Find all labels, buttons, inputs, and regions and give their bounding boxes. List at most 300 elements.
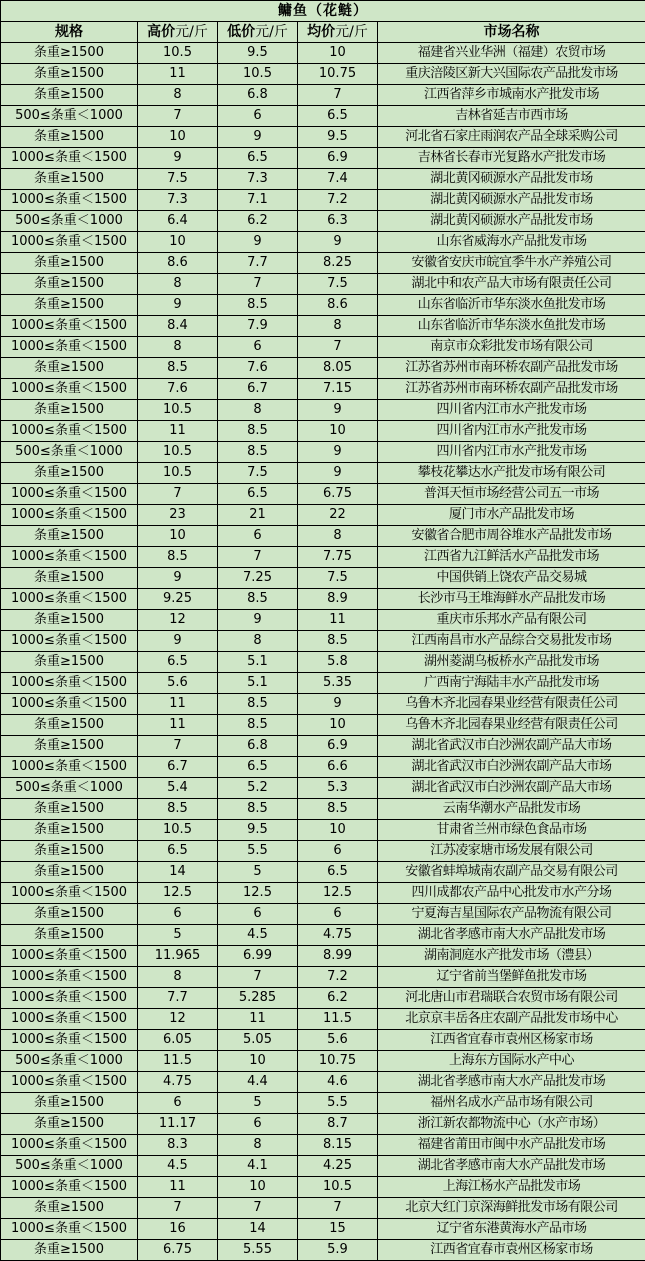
cell-high-price: 10.5 [138, 442, 218, 463]
cell-low-price: 8.5 [218, 589, 298, 610]
table-row [1, 757, 645, 778]
cell-low-price: 21 [218, 505, 298, 526]
cell-avg-price: 5.3 [298, 778, 378, 799]
cell-market-name: 北京京丰岳各庄农副产品批发市场中心 [378, 1009, 645, 1030]
cell-low-price: 9 [218, 127, 298, 148]
cell-high-price: 11 [138, 64, 218, 85]
cell-high-price: 11 [138, 1177, 218, 1198]
table-row [1, 904, 645, 925]
table-row [1, 1219, 645, 1240]
cell-spec: 1000≤条重＜1500 [1, 1030, 138, 1051]
table-row [1, 148, 645, 169]
cell-high-price: 8.5 [138, 358, 218, 379]
cell-low-price: 5.1 [218, 652, 298, 673]
cell-low-price: 5.5 [218, 841, 298, 862]
cell-low-price: 4.1 [218, 1156, 298, 1177]
cell-spec: 500≤条重＜1000 [1, 1051, 138, 1072]
cell-avg-price: 9 [298, 463, 378, 484]
cell-market-name: 湖北省武汉市白沙洲农副产品大市场 [378, 778, 645, 799]
cell-low-price: 9 [218, 610, 298, 631]
table-row [1, 610, 645, 631]
table-row [1, 526, 645, 547]
table-row [1, 589, 645, 610]
cell-spec: 条重≥1500 [1, 253, 138, 274]
cell-high-price: 8 [138, 337, 218, 358]
cell-spec: 1000≤条重＜1500 [1, 547, 138, 568]
cell-low-price: 7.25 [218, 568, 298, 589]
cell-spec: 条重≥1500 [1, 1114, 138, 1135]
table-row [1, 1177, 645, 1198]
table-row [1, 1135, 645, 1156]
cell-high-price: 8.5 [138, 799, 218, 820]
cell-high-price: 9 [138, 295, 218, 316]
cell-spec: 条重≥1500 [1, 925, 138, 946]
cell-market-name: 上海东方国际水产中心 [378, 1051, 645, 1072]
cell-high-price: 11.17 [138, 1114, 218, 1135]
cell-high-price: 16 [138, 1219, 218, 1240]
cell-high-price: 9 [138, 631, 218, 652]
cell-avg-price: 8.5 [298, 799, 378, 820]
cell-low-price: 8.5 [218, 442, 298, 463]
cell-avg-price: 8.25 [298, 253, 378, 274]
cell-low-price: 8.5 [218, 295, 298, 316]
cell-spec: 条重≥1500 [1, 568, 138, 589]
cell-market-name: 河北唐山市君瑞联合农贸市场有限公司 [378, 988, 645, 1009]
cell-avg-price: 9 [298, 694, 378, 715]
cell-spec: 1000≤条重＜1500 [1, 967, 138, 988]
cell-avg-price: 6.75 [298, 484, 378, 505]
table-row [1, 547, 645, 568]
cell-low-price: 7.5 [218, 463, 298, 484]
cell-spec: 条重≥1500 [1, 169, 138, 190]
cell-avg-price: 8.9 [298, 589, 378, 610]
cell-low-price: 6 [218, 106, 298, 127]
cell-spec: 1000≤条重＜1500 [1, 1177, 138, 1198]
cell-avg-price: 9 [298, 400, 378, 421]
cell-spec: 1000≤条重＜1500 [1, 232, 138, 253]
cell-spec: 1000≤条重＜1500 [1, 757, 138, 778]
cell-high-price: 4.5 [138, 1156, 218, 1177]
cell-high-price: 10 [138, 526, 218, 547]
cell-low-price: 9.5 [218, 820, 298, 841]
cell-avg-price: 5.35 [298, 673, 378, 694]
cell-market-name: 江西省九江鲜活水产品批发市场 [378, 547, 645, 568]
table-row [1, 358, 645, 379]
cell-market-name: 吉林省长春市光复路水产批发市场 [378, 148, 645, 169]
table-row [1, 841, 645, 862]
header-market-name: 市场名称 [378, 22, 645, 43]
cell-avg-price: 9 [298, 232, 378, 253]
cell-avg-price: 9 [298, 442, 378, 463]
cell-low-price: 6.5 [218, 148, 298, 169]
cell-spec: 1000≤条重＜1500 [1, 505, 138, 526]
cell-avg-price: 4.75 [298, 925, 378, 946]
cell-market-name: 四川成都农产品中心批发市水产分场 [378, 883, 645, 904]
cell-low-price: 7.9 [218, 316, 298, 337]
cell-avg-price: 10 [298, 43, 378, 64]
cell-low-price: 7.7 [218, 253, 298, 274]
cell-spec: 1000≤条重＜1500 [1, 1219, 138, 1240]
cell-low-price: 7 [218, 1198, 298, 1219]
cell-spec: 条重≥1500 [1, 820, 138, 841]
cell-high-price: 6 [138, 904, 218, 925]
cell-low-price: 5.55 [218, 1240, 298, 1261]
table-row [1, 967, 645, 988]
table-row [1, 1240, 645, 1261]
cell-market-name: 中国供销上饶农产品交易城 [378, 568, 645, 589]
cell-market-name: 湖州菱湖乌板桥水产品批发市场 [378, 652, 645, 673]
cell-avg-price: 6 [298, 841, 378, 862]
cell-market-name: 安徽省安庆市皖宜季牛水产养殖公司 [378, 253, 645, 274]
cell-spec: 条重≥1500 [1, 736, 138, 757]
table-row [1, 190, 645, 211]
cell-market-name: 云南华潮水产品批发市场 [378, 799, 645, 820]
cell-market-name: 山东省威海水产品批发市场 [378, 232, 645, 253]
cell-spec: 1000≤条重＜1500 [1, 379, 138, 400]
cell-avg-price: 7 [298, 1198, 378, 1219]
cell-market-name: 攀枝花攀达水产批发市场有限公司 [378, 463, 645, 484]
cell-low-price: 6.8 [218, 736, 298, 757]
cell-low-price: 7 [218, 967, 298, 988]
table-row [1, 232, 645, 253]
cell-market-name: 福州名成水产品市场有限公司 [378, 1093, 645, 1114]
table-row [1, 274, 645, 295]
table-row [1, 778, 645, 799]
cell-market-name: 湖北黄冈硕源水产品批发市场 [378, 169, 645, 190]
table-row [1, 946, 645, 967]
cell-high-price: 12 [138, 610, 218, 631]
cell-high-price: 10 [138, 232, 218, 253]
cell-market-name: 重庆市乐邦水产品有限公司 [378, 610, 645, 631]
cell-high-price: 8.5 [138, 547, 218, 568]
cell-avg-price: 5.5 [298, 1093, 378, 1114]
cell-market-name: 浙江新农都物流中心（水产市场） [378, 1114, 645, 1135]
cell-spec: 条重≥1500 [1, 715, 138, 736]
cell-market-name: 四川省内江市水产批发市场 [378, 421, 645, 442]
cell-market-name: 南京市众彩批发市场有限公司 [378, 337, 645, 358]
cell-low-price: 12.5 [218, 883, 298, 904]
cell-avg-price: 11 [298, 610, 378, 631]
cell-avg-price: 8.7 [298, 1114, 378, 1135]
cell-high-price: 8 [138, 274, 218, 295]
cell-high-price: 12 [138, 1009, 218, 1030]
cell-avg-price: 6.5 [298, 106, 378, 127]
cell-low-price: 8 [218, 631, 298, 652]
cell-low-price: 5.05 [218, 1030, 298, 1051]
cell-low-price: 8.5 [218, 799, 298, 820]
cell-avg-price: 8.5 [298, 631, 378, 652]
cell-low-price: 8.5 [218, 421, 298, 442]
cell-low-price: 6.8 [218, 85, 298, 106]
cell-spec: 1000≤条重＜1500 [1, 484, 138, 505]
table-row [1, 1198, 645, 1219]
table-row [1, 1114, 645, 1135]
cell-spec: 1000≤条重＜1500 [1, 1072, 138, 1093]
table-row [1, 820, 645, 841]
cell-high-price: 7 [138, 106, 218, 127]
cell-low-price: 6.7 [218, 379, 298, 400]
table-row [1, 337, 645, 358]
cell-avg-price: 4.6 [298, 1072, 378, 1093]
cell-high-price: 5 [138, 925, 218, 946]
cell-market-name: 宁夏海吉星国际农产品物流有限公司 [378, 904, 645, 925]
cell-high-price: 6.7 [138, 757, 218, 778]
table-row [1, 169, 645, 190]
cell-market-name: 北京大红门京深海鲜批发市场有限公司 [378, 1198, 645, 1219]
cell-low-price: 10 [218, 1051, 298, 1072]
table-row [1, 715, 645, 736]
cell-avg-price: 6.5 [298, 862, 378, 883]
cell-avg-price: 7.5 [298, 274, 378, 295]
cell-avg-price: 5.9 [298, 1240, 378, 1261]
cell-market-name: 山东省临沂市华东淡水鱼批发市场 [378, 295, 645, 316]
cell-high-price: 9.25 [138, 589, 218, 610]
cell-avg-price: 12.5 [298, 883, 378, 904]
cell-low-price: 6 [218, 1114, 298, 1135]
cell-spec: 1000≤条重＜1500 [1, 589, 138, 610]
cell-spec: 条重≥1500 [1, 400, 138, 421]
cell-high-price: 11 [138, 421, 218, 442]
table-row [1, 1030, 645, 1051]
cell-low-price: 6.2 [218, 211, 298, 232]
cell-spec: 500≤条重＜1000 [1, 442, 138, 463]
table-row [1, 652, 645, 673]
cell-market-name: 甘肃省兰州市绿色食品市场 [378, 820, 645, 841]
cell-market-name: 乌鲁木齐北园春果业经营有限责任公司 [378, 694, 645, 715]
cell-market-name: 湖北省武汉市白沙洲农副产品大市场 [378, 736, 645, 757]
cell-market-name: 山东省临沂市华东淡水鱼批发市场 [378, 316, 645, 337]
table-row [1, 883, 645, 904]
cell-avg-price: 7.2 [298, 190, 378, 211]
table-row [1, 1156, 645, 1177]
table-row [1, 1009, 645, 1030]
cell-high-price: 10.5 [138, 463, 218, 484]
cell-avg-price: 8.6 [298, 295, 378, 316]
cell-spec: 条重≥1500 [1, 295, 138, 316]
cell-high-price: 7.6 [138, 379, 218, 400]
cell-market-name: 重庆涪陵区新大兴国际农产品批发市场 [378, 64, 645, 85]
cell-avg-price: 6.9 [298, 736, 378, 757]
cell-low-price: 4.4 [218, 1072, 298, 1093]
cell-market-name: 湖北中和农产品大市场有限责任公司 [378, 274, 645, 295]
table-row [1, 379, 645, 400]
cell-low-price: 6.99 [218, 946, 298, 967]
cell-avg-price: 4.25 [298, 1156, 378, 1177]
cell-avg-price: 10.5 [298, 1177, 378, 1198]
cell-high-price: 11 [138, 694, 218, 715]
cell-low-price: 6 [218, 526, 298, 547]
table-row [1, 799, 645, 820]
cell-high-price: 8.4 [138, 316, 218, 337]
cell-market-name: 江苏省苏州市南环桥农副产品批发市场 [378, 379, 645, 400]
cell-spec: 条重≥1500 [1, 274, 138, 295]
cell-market-name: 吉林省延吉市西市场 [378, 106, 645, 127]
cell-low-price: 7.3 [218, 169, 298, 190]
cell-high-price: 5.6 [138, 673, 218, 694]
cell-avg-price: 6.3 [298, 211, 378, 232]
cell-high-price: 7.7 [138, 988, 218, 1009]
header-avg-price: 均价元/斤 [298, 22, 378, 43]
cell-market-name: 江西南昌市水产品综合交易批发市场 [378, 631, 645, 652]
cell-spec: 条重≥1500 [1, 43, 138, 64]
cell-low-price: 8 [218, 400, 298, 421]
cell-low-price: 5.285 [218, 988, 298, 1009]
cell-high-price: 6.5 [138, 652, 218, 673]
cell-high-price: 6.5 [138, 841, 218, 862]
cell-low-price: 10.5 [218, 64, 298, 85]
cell-market-name: 河北省石家庄雨润农产品全球采购公司 [378, 127, 645, 148]
cell-avg-price: 10.75 [298, 64, 378, 85]
cell-avg-price: 7 [298, 85, 378, 106]
cell-spec: 条重≥1500 [1, 799, 138, 820]
cell-market-name: 四川省内江市水产批发市场 [378, 400, 645, 421]
cell-spec: 500≤条重＜1000 [1, 106, 138, 127]
cell-market-name: 厦门市水产品批发市场 [378, 505, 645, 526]
cell-spec: 1000≤条重＜1500 [1, 421, 138, 442]
table-row [1, 736, 645, 757]
header-low-price: 低价元/斤 [218, 22, 298, 43]
cell-avg-price: 7.5 [298, 568, 378, 589]
table-row [1, 673, 645, 694]
cell-high-price: 7 [138, 1198, 218, 1219]
cell-avg-price: 8 [298, 526, 378, 547]
cell-market-name: 福建省兴业华洲（福建）农贸市场 [378, 43, 645, 64]
cell-spec: 条重≥1500 [1, 652, 138, 673]
cell-low-price: 7.1 [218, 190, 298, 211]
cell-high-price: 11.5 [138, 1051, 218, 1072]
cell-high-price: 7 [138, 484, 218, 505]
cell-high-price: 10 [138, 127, 218, 148]
cell-spec: 1000≤条重＜1500 [1, 337, 138, 358]
cell-avg-price: 8.99 [298, 946, 378, 967]
cell-spec: 条重≥1500 [1, 1240, 138, 1261]
table-row [1, 463, 645, 484]
cell-high-price: 7 [138, 736, 218, 757]
cell-spec: 条重≥1500 [1, 463, 138, 484]
cell-avg-price: 6.9 [298, 148, 378, 169]
cell-market-name: 湖北省孝感市南大水产品批发市场 [378, 925, 645, 946]
cell-low-price: 6 [218, 904, 298, 925]
table-row [1, 85, 645, 106]
title-row [1, 1, 645, 22]
cell-avg-price: 10 [298, 715, 378, 736]
table-body [1, 43, 645, 1261]
table-row [1, 421, 645, 442]
cell-market-name: 湖北省孝感市南大水产品批发市场 [378, 1072, 645, 1093]
cell-low-price: 4.5 [218, 925, 298, 946]
table-row [1, 1051, 645, 1072]
cell-market-name: 四川省内江市水产批发市场 [378, 442, 645, 463]
cell-avg-price: 11.5 [298, 1009, 378, 1030]
cell-low-price: 8.5 [218, 715, 298, 736]
table-row [1, 316, 645, 337]
cell-spec: 1000≤条重＜1500 [1, 316, 138, 337]
cell-high-price: 8.3 [138, 1135, 218, 1156]
cell-market-name: 江西省宜春市袁州区杨家市场 [378, 1030, 645, 1051]
cell-high-price: 10.5 [138, 820, 218, 841]
cell-avg-price: 7.4 [298, 169, 378, 190]
cell-spec: 1000≤条重＜1500 [1, 673, 138, 694]
cell-low-price: 7 [218, 547, 298, 568]
cell-spec: 500≤条重＜1000 [1, 211, 138, 232]
cell-spec: 条重≥1500 [1, 1198, 138, 1219]
cell-market-name: 辽宁省东港黄海水产品市场 [378, 1219, 645, 1240]
cell-spec: 条重≥1500 [1, 1093, 138, 1114]
table-row [1, 568, 645, 589]
cell-spec: 条重≥1500 [1, 64, 138, 85]
cell-low-price: 5.2 [218, 778, 298, 799]
cell-spec: 1000≤条重＜1500 [1, 631, 138, 652]
cell-market-name: 安徽省蚌埠城南农副产品交易有限公司 [378, 862, 645, 883]
cell-high-price: 10.5 [138, 43, 218, 64]
cell-spec: 1000≤条重＜1500 [1, 694, 138, 715]
cell-low-price: 7.6 [218, 358, 298, 379]
table-row [1, 505, 645, 526]
table-row [1, 862, 645, 883]
table-row [1, 127, 645, 148]
cell-low-price: 6.5 [218, 757, 298, 778]
cell-market-name: 普洱天恒市场经营公司五一市场 [378, 484, 645, 505]
cell-avg-price: 7.2 [298, 967, 378, 988]
cell-low-price: 11 [218, 1009, 298, 1030]
cell-low-price: 6 [218, 337, 298, 358]
cell-market-name: 长沙市马王堆海鲜水产品批发市场 [378, 589, 645, 610]
cell-market-name: 江苏省苏州市南环桥农副产品批发市场 [378, 358, 645, 379]
cell-high-price: 8 [138, 85, 218, 106]
cell-avg-price: 7.75 [298, 547, 378, 568]
cell-avg-price: 7.15 [298, 379, 378, 400]
cell-market-name: 湖北黄冈硕源水产品批发市场 [378, 211, 645, 232]
cell-spec: 1000≤条重＜1500 [1, 1135, 138, 1156]
cell-low-price: 9 [218, 232, 298, 253]
cell-avg-price: 5.6 [298, 1030, 378, 1051]
cell-spec: 条重≥1500 [1, 904, 138, 925]
cell-avg-price: 15 [298, 1219, 378, 1240]
cell-spec: 1000≤条重＜1500 [1, 190, 138, 211]
cell-high-price: 9 [138, 568, 218, 589]
cell-high-price: 8 [138, 967, 218, 988]
cell-market-name: 湖南洞庭水产批发市场（澧县） [378, 946, 645, 967]
table-row [1, 106, 645, 127]
cell-low-price: 9.5 [218, 43, 298, 64]
cell-avg-price: 8.15 [298, 1135, 378, 1156]
cell-spec: 1000≤条重＜1500 [1, 988, 138, 1009]
cell-high-price: 4.75 [138, 1072, 218, 1093]
table-row [1, 925, 645, 946]
table-row [1, 400, 645, 421]
cell-high-price: 6.75 [138, 1240, 218, 1261]
cell-spec: 1000≤条重＜1500 [1, 148, 138, 169]
cell-spec: 500≤条重＜1000 [1, 778, 138, 799]
cell-avg-price: 22 [298, 505, 378, 526]
cell-high-price: 12.5 [138, 883, 218, 904]
cell-avg-price: 6 [298, 904, 378, 925]
table-row [1, 442, 645, 463]
cell-market-name: 江西省宜春市袁州区杨家市场 [378, 1240, 645, 1261]
cell-low-price: 10 [218, 1177, 298, 1198]
cell-high-price: 23 [138, 505, 218, 526]
cell-low-price: 14 [218, 1219, 298, 1240]
cell-avg-price: 10 [298, 421, 378, 442]
cell-high-price: 6 [138, 1093, 218, 1114]
table-row [1, 484, 645, 505]
cell-spec: 500≤条重＜1000 [1, 1156, 138, 1177]
cell-high-price: 14 [138, 862, 218, 883]
cell-market-name: 江苏凌家塘市场发展有限公司 [378, 841, 645, 862]
table-row [1, 43, 645, 64]
cell-market-name: 福建省莆田市闽中水产品批发市场 [378, 1135, 645, 1156]
cell-market-name: 江西省萍乡市城南水产批发市场 [378, 85, 645, 106]
